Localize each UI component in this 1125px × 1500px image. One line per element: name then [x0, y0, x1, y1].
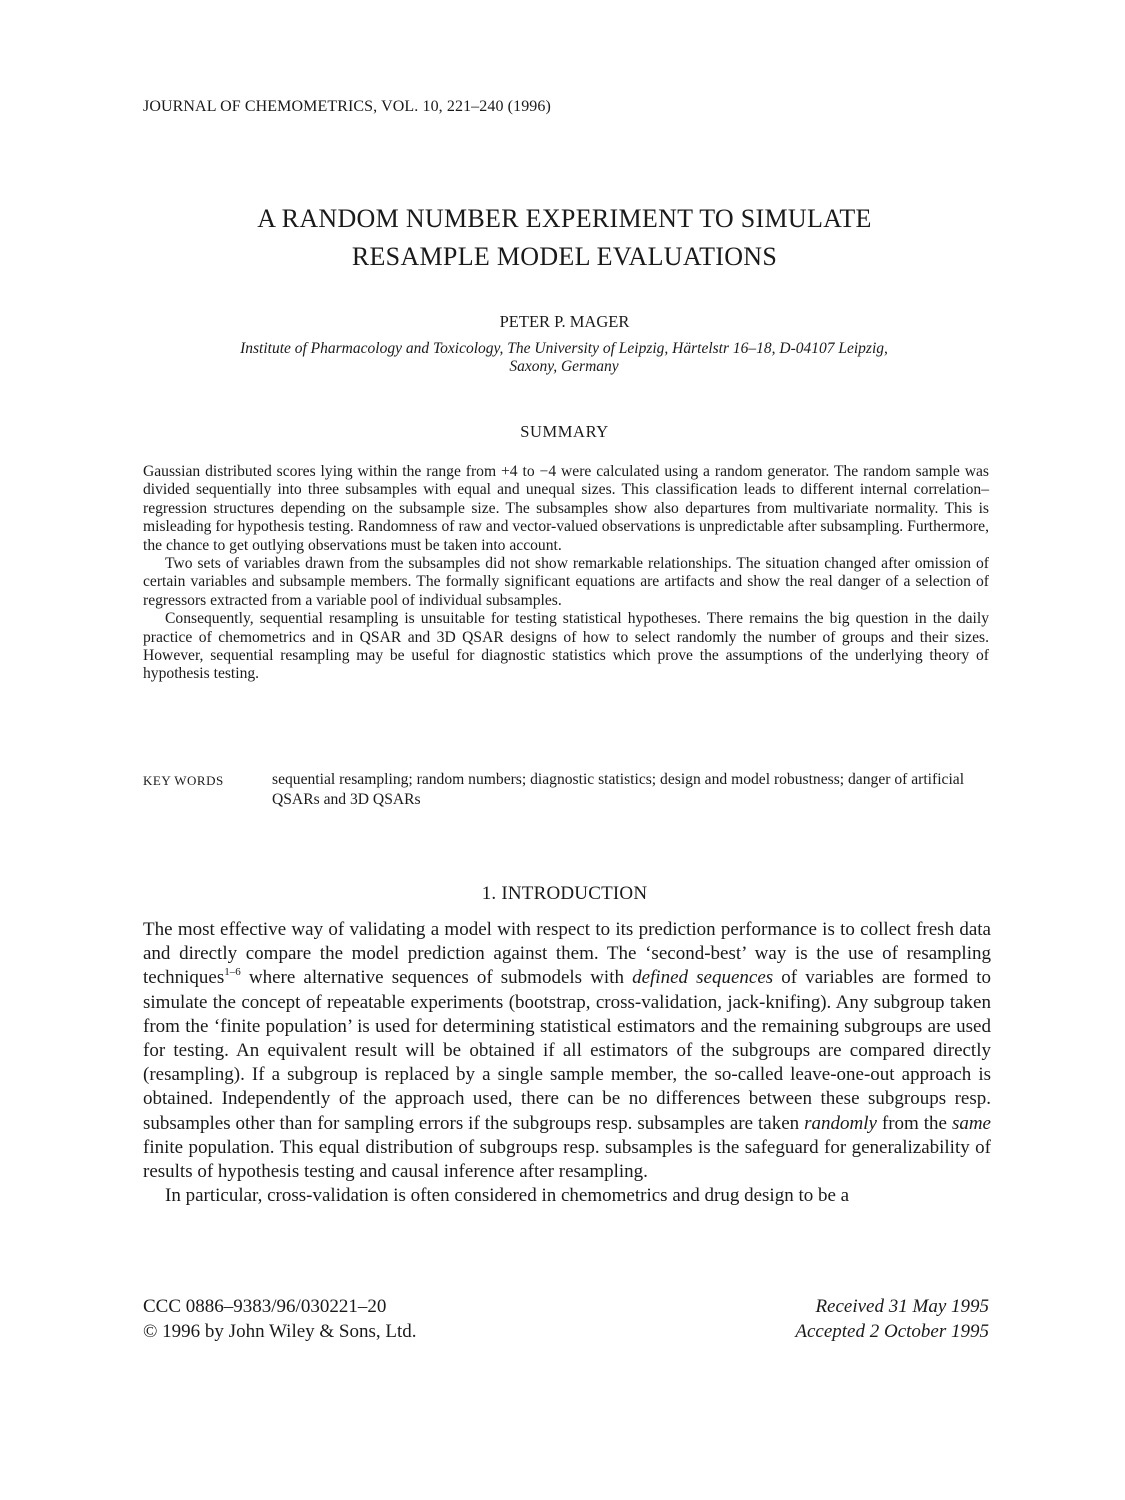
keywords-text: sequential resampling; random numbers; diagnostic statistics; design and model robustness; danger of artificial QSARs and 3D QSARs	[272, 771, 965, 808]
intro-emphasis-same: same	[951, 1112, 991, 1134]
summary-heading: SUMMARY	[520, 422, 609, 441]
intro-text-d: from the	[876, 1112, 952, 1134]
footer-copyright-block	[143, 1294, 417, 1344]
author-name: PETER P. MAGER	[499, 312, 630, 331]
author-affiliation: Institute of Pharmacology and Toxicology, The University of Leipzig, Härtelstr 16–18, D-04107 Leipzig, Saxony, Germany	[240, 340, 888, 375]
summary-paragraph-3: Consequently, sequential resampling is unsuitable for testing statistical hypotheses. There remains the big question in the daily practice of chemometrics and in QSAR and 3D QSAR designs of how to select randomly the number of groups and their sizes. However, sequential resampling may be useful for diagnostic statistics which prove the assumptions of the underlying theory of hypothesis testing.	[143, 610, 989, 683]
summary-abstract	[143, 463, 989, 684]
intro-emphasis-defined-sequences: defined sequences	[632, 967, 774, 989]
citation-superscript: 1–6	[224, 966, 241, 979]
keywords-label: KEY WORDS	[143, 773, 224, 788]
intro-text-a: The most effective way of validating a model with respect to its prediction performance is to collect fresh data and directly compare the model prediction against them. The ‘second-best’ way is the use of resampling techniques	[143, 919, 991, 989]
accepted-date: Accepted 2 October 1995	[795, 1321, 989, 1342]
intro-text-e: finite population. This equal distribution of subgroups resp. subsamples is the safeguard for generalizability of results of hypothesis testing and causal inference after resampling.	[143, 1136, 991, 1183]
title-line-1: A RANDOM NUMBER EXPERIMENT TO SIMULATE	[257, 204, 872, 233]
introduction-body	[143, 918, 991, 1208]
paper-title	[143, 200, 986, 276]
received-date: Received 31 May 1995	[815, 1296, 989, 1317]
copyright-line: © 1996 by John Wiley & Sons, Ltd.	[143, 1321, 417, 1342]
introduction-paragraph-1	[143, 918, 991, 1184]
intro-text-c: of variables are formed to simulate the concept of repeatable experiments (bootstrap, cross-validation, jack-knifing). Any subgroup taken from the ‘finite population’ is used for determining statistical estimators and the remaining subgroups are used for testing. An equivalent result will be obtained if all estimators of the subgroups are compared directly (resampling). If a subgroup is replaced by a single sample member, the so-called leave-one-out approach is obtained. Independently of the approach used, there can be no differences between these subgroups resp. subsamples other than for sampling errors if the subgroups resp. subsamples are taken	[143, 967, 991, 1134]
introduction-paragraph-2: In particular, cross-validation is often considered in chemometrics and drug design to be a	[165, 1185, 850, 1207]
summary-paragraph-2: Two sets of variables drawn from the subsamples did not show remarkable relationships. The situation changed after omission of certain variables and subsample members. The formally significant equations are artifacts and show the real danger of a selection of regressors extracted from a variable pool of individual subsamples.	[143, 555, 989, 609]
intro-text-b: where alternative sequences of submodels with	[240, 967, 633, 989]
intro-emphasis-randomly: randomly	[804, 1112, 877, 1134]
summary-paragraph-1: Gaussian distributed scores lying within the range from +4 to −4 were calculated using a random generator. The random sample was divided sequentially into three subsamples with equal and unequal sizes. This classification leads to different internal correlation–regression structures depending on the subsample size. The subsamples show also departures from multivariate normality. This is misleading for hypothesis testing. Randomness of raw and vector-valued observations is unpredictable after subsampling. Furthermore, the chance to get outlying observations must be taken into account.	[143, 463, 989, 554]
section-heading-introduction: 1. INTRODUCTION	[481, 883, 648, 904]
ccc-code: CCC 0886–9383/96/030221–20	[143, 1296, 387, 1317]
title-line-2: RESAMPLE MODEL EVALUATIONS	[351, 242, 778, 271]
footer-dates-block	[795, 1294, 989, 1344]
journal-running-head: JOURNAL OF CHEMOMETRICS, VOL. 10, 221–240 (1996)	[143, 98, 551, 115]
